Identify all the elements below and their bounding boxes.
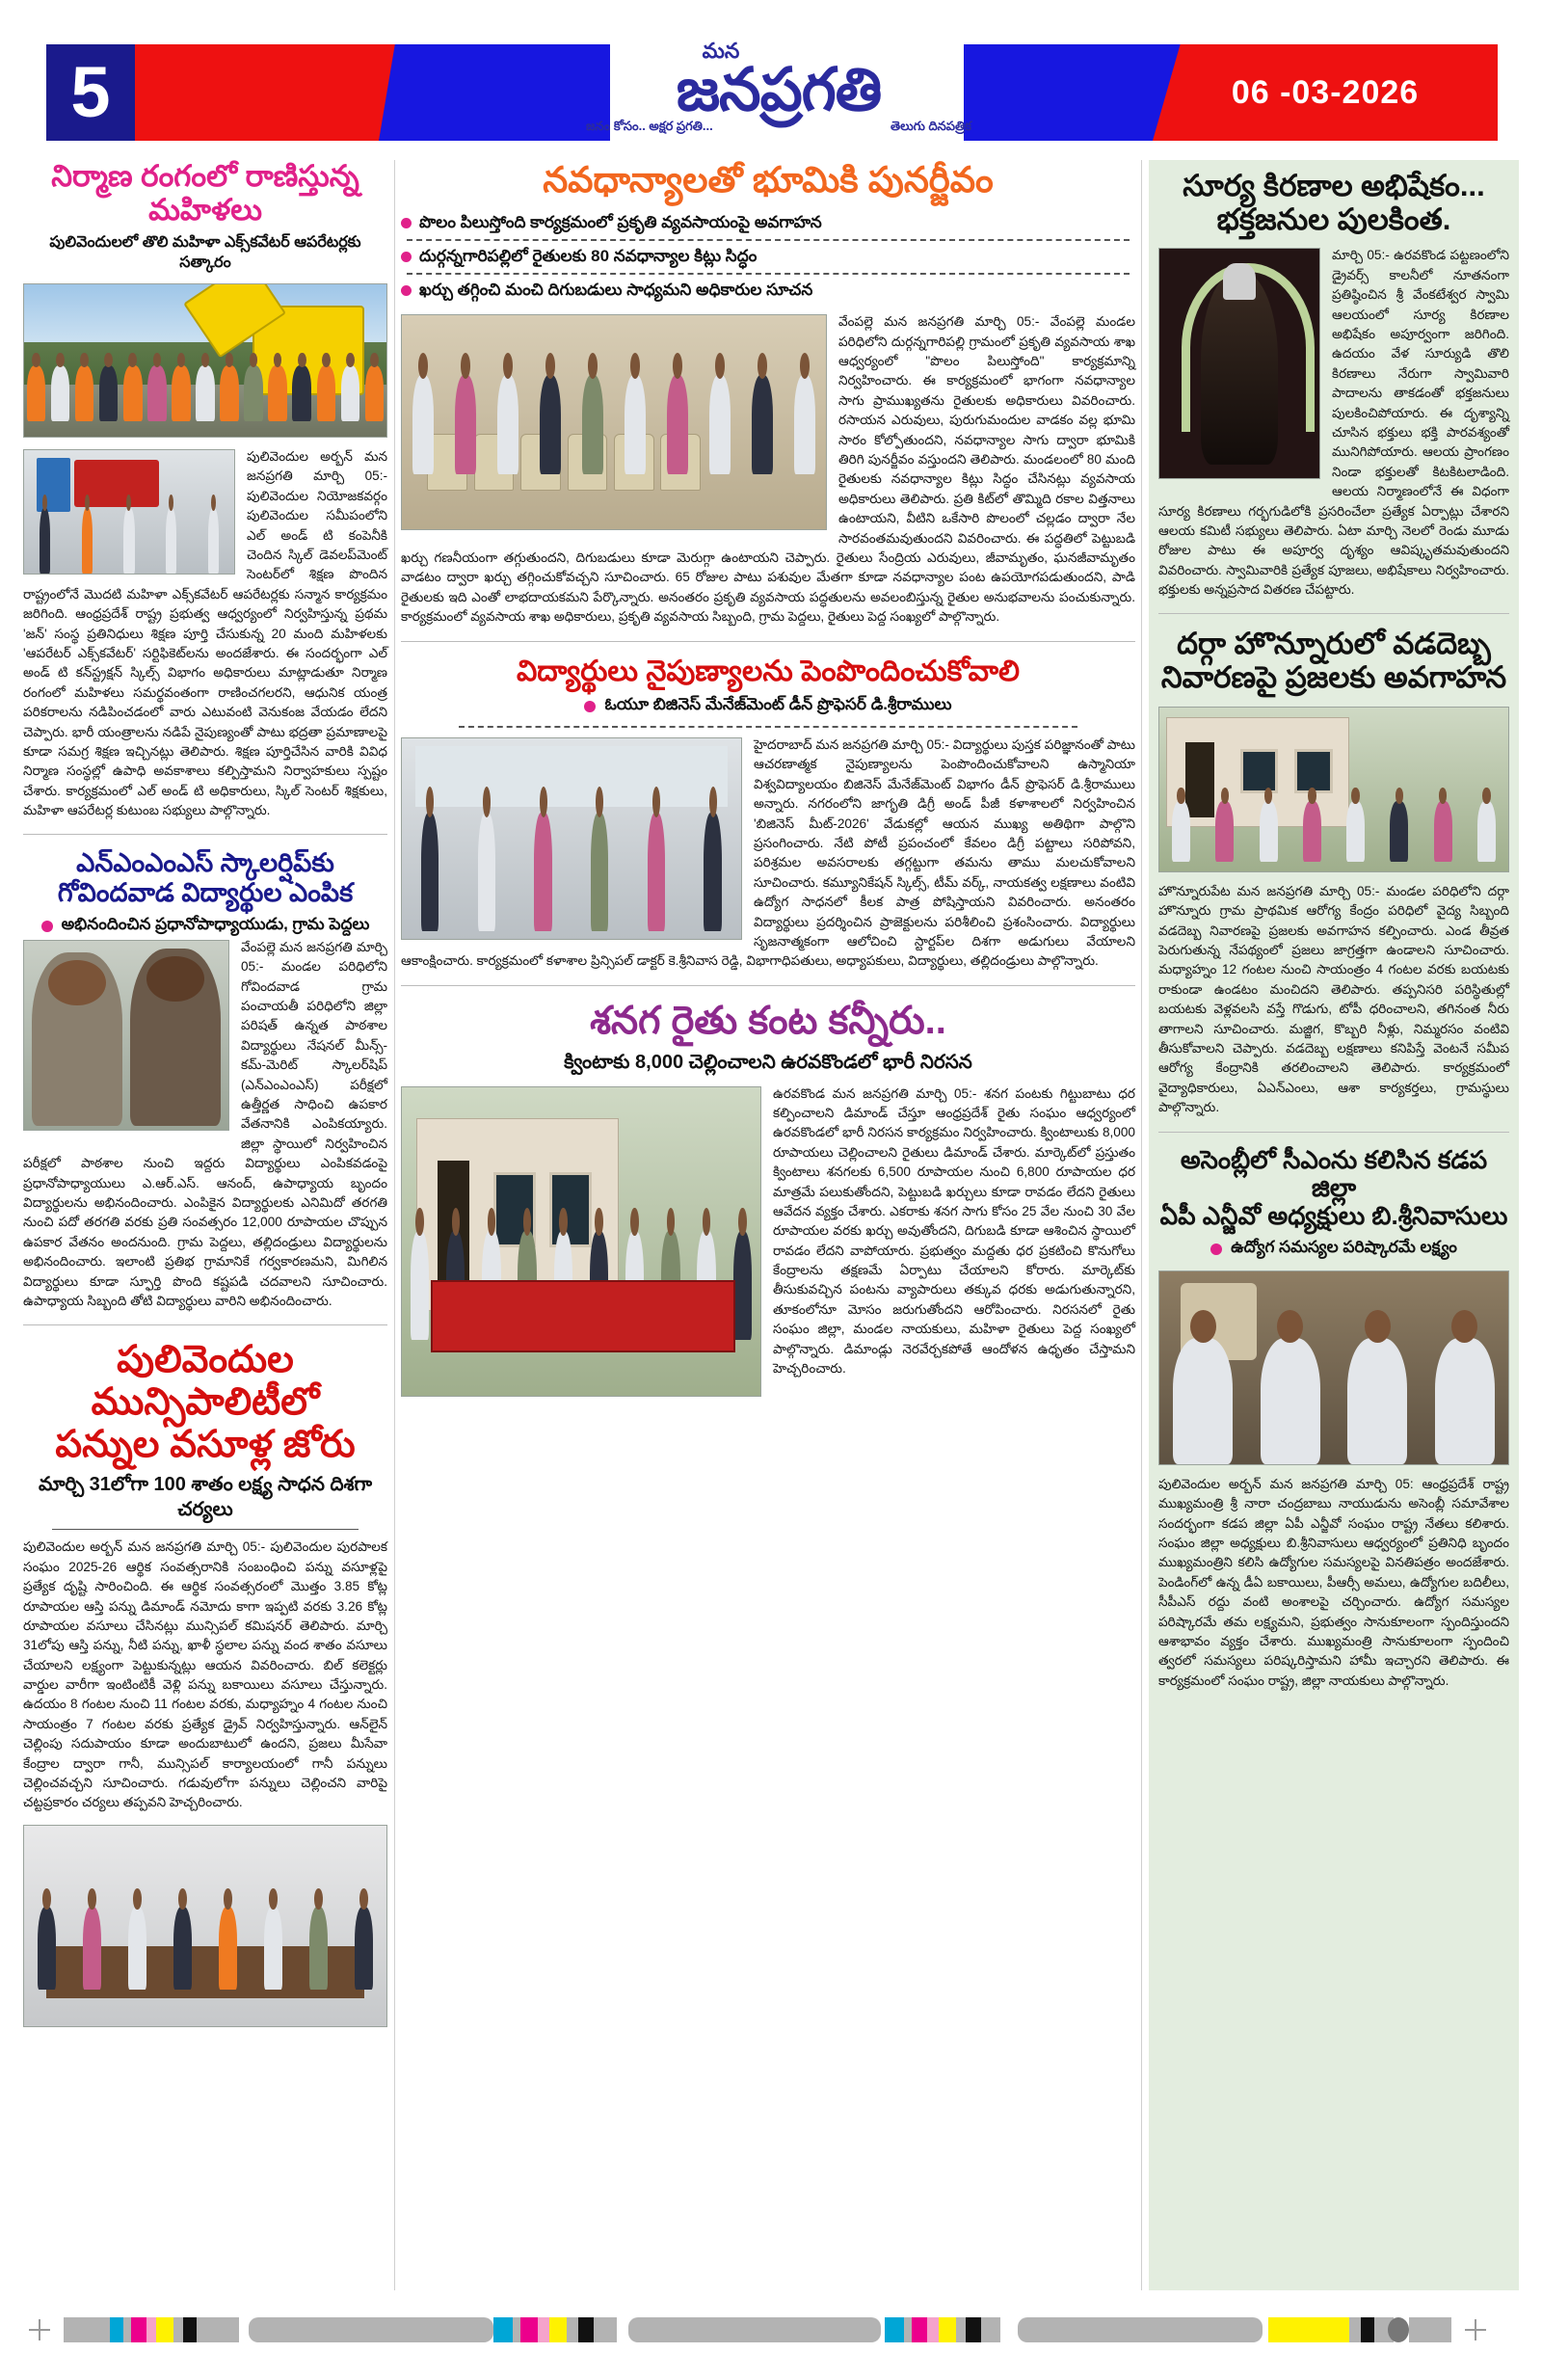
photo-certificate-handover (23, 449, 235, 575)
subhead-chickpea-farmers: క్వింటాకు 8,000 చెల్లించాలని ఉరవకొండలో భారీ నిరసన (564, 1051, 972, 1073)
photo-business-meet (401, 737, 742, 940)
subhead-women-construction: పులివెందులలో తొలి మహిళా ఎక్స్‌కవేటర్ ఆపరేటర్లకు సత్కారం (49, 234, 361, 272)
body-student-skills: హైదరాబాద్ మన జనప్రగతి మార్చి 05:- విద్యార్థులు పుస్తక పరిజ్ఞానంతో పాటు ఆచరణాత్మక నైపుణ్యాలను పెంపొందించుకోవాలని ఉస్మానియా విశ్వవిద్యాలయం బిజినెస్ మేనేజ్‌మెంట్ విభాగం డీన్ ప్రొఫెసర్ డి.శ్రీరాములు అన్నారు. నగరంలోని జాగృతి డిగ్రీ అండ్ పీజీ కళాశాలలో నిర్వహించిన 'బిజినెస్ మీట్-2026' వేడుకల్లో ఆయన ముఖ్య అతిథిగా పాల్గొని ప్రసంగించారు. నేటి పోటీ ప్రపంచంలో కేవలం డిగ్రీ పట్టాలు సరిపోవని, పరిశ్రమల అవసరాలకు తగ్గట్టుగా తమను తాము మలచుకోవాలని సూచించారు. కమ్యూనికేషన్ స్కిల్స్, టీమ్ వర్క్, నాయకత్వ లక్షణాలు వంటివి ఉద్యోగ సాధనలో కీలక పాత్ర పోషిస్తాయని వివరించారు. అనంతరం విద్యార్థులు ప్రదర్శించిన ప్రాజెక్టులను పరిశీలించి ప్రశంసించారు. విద్యార్థులు సృజనాత్మకంగా ఆలోచించి స్టార్టప్‌ల దిశగా అడుగులు వేయాలని ఆకాంక్షించారు. కార్యక్రమంలో కళాశాల ప్రిన్సిపల్ డాక్టర్ కె.శ్రీనివాస రెడ్డి, విభాగాధిపతులు, అధ్యాపకులు, విద్యార్థులు, తల్లిదండ్రులు పాల్గొన్నారు. (401, 737, 1135, 969)
headline-heatstroke-line1: దర్గా హొన్నూరులో వడదెబ్బ (1177, 627, 1491, 661)
column-right (1149, 160, 1519, 2290)
photo-venkateswara-deity (1158, 248, 1320, 479)
headline-ngo-line1: అసెంబ్లీలో సీఎంను కలిసిన కడప జిల్లా (1180, 1144, 1488, 1202)
bullet-text: దుర్గన్నగారిపల్లిలో రైతులకు 80 నవధాన్యాల కిట్లు సిద్ధం (419, 247, 758, 266)
photo-navadhanyalu-display (401, 314, 827, 530)
column-center (401, 160, 1135, 2290)
bullet-list-navadhanyalu (401, 209, 1135, 305)
headline-nmms-scholarship: ఎన్ఎంఎంఎస్ స్కాలర్షిప్‌కు గోవిందవాడ విద్యార్థుల ఎంపిక (57, 848, 354, 907)
bullet-dot-icon (401, 252, 412, 262)
page-number-box: 5 (46, 44, 135, 141)
photo-nmms-students (23, 940, 229, 1131)
masthead (46, 39, 1498, 141)
photo-cm-meeting (1158, 1270, 1509, 1465)
headline-surya-line1: సూర్య కిరణాల అభిషేకం... (1183, 169, 1485, 202)
headline-chickpea-farmers: శనగ రైతు కంట కన్నీరు.. (590, 999, 946, 1042)
article-student-skills (401, 655, 1135, 972)
bullet-dot-icon (1210, 1243, 1222, 1255)
bullet-nmms (23, 915, 387, 938)
subhead-municipal-tax: మార్చి 31లోగా 100 శాతం లక్ష్య సాధన దిశగా చర్యలు (38, 1474, 373, 1521)
bullet-ngo-text: ఉద్యోగ సమస్యల పరిష్కారమే లక్ష్యం (1231, 1237, 1457, 1256)
article-nmms-scholarship (23, 848, 387, 1311)
masthead-blue-band-right (964, 44, 1181, 141)
page-columns (23, 160, 1519, 2290)
body-navadhanyalu: వేంపల్లె మన జనప్రగతి మార్చి 05:- వేంపల్లె మండల పరిధిలోని దుర్గన్నగారిపల్లి గ్రామంలో ప్రకృతి వ్యవసాయ శాఖ ఆధ్వర్యంలో "పొలం పిలుస్తోంది" కార్యక్రమాన్ని నిర్వహించారు. ఈ కార్యక్రమంలో భాగంగా నవధాన్యాల సాగు ప్రాముఖ్యతను రైతులకు అధికారులు వివరించారు. రసాయన ఎరువులు, పురుగుమందుల వాడకం వల్ల భూమి సారం కోల్పోతుందని, నవధాన్యాల సాగు ద్వారా భూమికి తిరిగి పునర్జీవం వస్తుందని తెలిపారు. మండలంలో 80 మంది రైతులకు నవధాన్యాల కిట్లు సిద్ధం చేసినట్లు వ్యవసాయ అధికారులు తెలిపారు. ప్రతి కిట్‌లో తొమ్మిది రకాల విత్తనాలు ఉంటాయని, వీటిని ఒకేసారి పొలంలో చల్లడం ద్వారా నేల సారవంతమవుతుందని వివరించారు. ఈ పద్ధతిలో పెట్టుబడి ఖర్చు గణనీయంగా తగ్గుతుందని, దిగుబడులు కూడా మెరుగ్గా ఉంటాయని చెప్పారు. రైతులు సేంద్రియ ఎరువులు, జీవామృతం, ఘనజీవామృతం వాడటం ద్వారా ఖర్చు తగ్గించుకోవచ్చని సూచించారు. 65 రోజుల పాటు పశువుల మేతగా కూడా నవధాన్యాల పంట ఉపయోగపడుతుందని, పాడి రైతులకు ఇది ఎంతో లాభదాయకమని పేర్కొన్నారు. అనంతరం ప్రకృతి వ్యవసాయ పద్ధతులను అవలంబిస్తున్న రైతుల అనుభవాలను పంచుకున్నారు. కార్యక్రమంలో వ్యవసాయ శాఖ అధికారులు, ప్రకృతి వ్యవసాయ సిబ్బంది, గ్రామ పెద్దలు, రైతులు పెద్ద సంఖ్యలో పాల్గొన్నారు. (401, 314, 1135, 625)
photo-heatstroke-village (1158, 707, 1509, 872)
article-chickpea-farmers (401, 1000, 1135, 1403)
bullet-item (401, 243, 1135, 271)
column-left (23, 160, 387, 2290)
bullet-dot-icon (584, 701, 596, 712)
bullet-student-skills (401, 695, 1135, 718)
headline-municipal-tax-line2: పన్నుల వసూళ్ల జోరు (55, 1423, 356, 1465)
bullet-item (401, 277, 1135, 305)
article-ngo-president (1158, 1146, 1509, 1692)
article-women-construction (23, 160, 387, 820)
body-surya-kiranalu: మార్చి 05:- ఉరవకొండ పట్టణంలోని డ్రైవర్స్ కాలనీలో నూతనంగా ప్రతిష్ఠించిన శ్రీ వేంకటేశ్వర స్వామి ఆలయంలో సూర్య కిరణాల అభిషేకం అపూర్వంగా జరిగింది. ఉదయం వేళ సూర్యుడి తొలి కిరణాలు నేరుగా స్వామివారి పాదాలను తాకడంతో భక్తజనులు పులకించిపోయారు. ఈ దృశ్యాన్ని చూసిన భక్తులు భక్తి పారవశ్యంతో మునిగిపోయారు. ఆలయ ప్రాంగణం నిండా భక్తులతో కిటకిటలాడింది. ఆలయ నిర్మాణంలోనే ఈ విధంగా సూర్య కిరణాలు గర్భగుడిలోకి ప్రసరించేలా ప్రత్యేక ఏర్పాట్లు చేశారని ఆలయ కమిటీ సభ్యులు తెలిపారు. ఏటా మార్చి నెలలో రెండు మూడు రోజుల పాటు ఈ అపూర్వ దృశ్యం ఆవిష్కృతమవుతుందని వివరించారు. స్వామివారికి ప్రత్యేక పూజలు, అభిషేకాలు నిర్వహించారు. భక్తులకు అన్నప్రసాద వితరణ చేపట్టారు. (1158, 248, 1509, 598)
headline-heatstroke-line2: నివారణపై ప్రజలకు అవగాహన (1160, 660, 1507, 695)
publication-date: 06 -03-2026 (1231, 73, 1420, 111)
article-municipal-tax (23, 1339, 387, 2026)
photo-municipal-office (23, 1825, 387, 2027)
bullet-dot-icon (401, 218, 412, 228)
article-navadhanyalu (401, 160, 1135, 628)
body-chickpea-farmers: ఉరవకొండ మన జనప్రగతి మార్చి 05:- శనగ పంటకు గిట్టుబాటు ధర కల్పించాలని డిమాండ్ చేస్తూ ఆంధ్రప్రదేశ్ రైతు సంఘం ఆధ్వర్యంలో ఉరవకొండలో భారీ నిరసన కార్యక్రమం నిర్వహించారు. క్వింటాలుకు 8,000 రూపాయలు చెల్లించాలని రైతులు డిమాండ్ చేశారు. మార్కెట్‌లో ప్రస్తుతం క్వింటాలు శనగలకు 6,500 రూపాయల నుంచి 6,800 రూపాయల ధర మాత్రమే పలుకుతోందని, పెట్టుబడి ఖర్చులు కూడా రావడం లేదని రైతులు ఆవేదన వ్యక్తం చేశారు. ఎకరాకు శనగ సాగు కోసం 25 వేల నుంచి 30 వేల రూపాయల వరకు ఖర్చు అవుతోందని, దిగుబడి కూడా ఆశించిన స్థాయిలో రావడం లేదని వాపోయారు. ప్రభుత్వం మద్దతు ధర ప్రకటించి కొనుగోలు కేంద్రాలను తక్షణమే ఏర్పాటు చేయాలని కోరారు. మార్కెట్‌కు తీసుకువచ్చిన పంటను వ్యాపారులు తక్కువ ధరకు అడుగుతున్నారని, తూకంలోనూ మోసం జరుగుతోందని ఆరోపించారు. నిరసనలో రైతు సంఘం జిల్లా, మండల నాయకులు, మహిళా రైతులు పెద్ద సంఖ్యలో పాల్గొన్నారు. డిమాండ్లు నెరవేర్చకపోతే ఆందోళన ఉధృతం చేస్తామని హెచ్చరించారు. (773, 1085, 1135, 1377)
headline-student-skills: విద్యార్థులు నైపుణ్యాలను పెంపొందించుకోవాలి (516, 655, 1021, 687)
masthead-tagline-right: తెలుగు దినపత్రిక (890, 118, 971, 133)
bullet-text: పొలం పిలుస్తోంది కార్యక్రమంలో ప్రకృతి వ్యవసాయంపై అవగాహన (419, 213, 822, 232)
body-heatstroke-awareness: హొన్నూరుపేట మన జనప్రగతి మార్చి 05:- మండల పరిధిలోని దర్గా హొన్నూరు గ్రామ ప్రాథమిక ఆరోగ్య కేంద్రం పరిధిలో వైద్య సిబ్బంది వడదెబ్బ నివారణపై ప్రజలకు అవగాహన కల్పించారు. ఎండ తీవ్రత పెరుగుతున్న నేపథ్యంలో ప్రజలు జాగ్రత్తగా ఉండాలని సూచించారు. మధ్యాహ్నం 12 గంటల నుంచి సాయంత్రం 4 గంటల వరకు బయటకు రాకుండా ఉండటం మంచిదని తెలిపారు. తప్పనిసరి పరిస్థితుల్లో బయటకు వెళ్లవలసి వస్తే గొడుగు, టోపీ ధరించాలని, తగినంత నీరు తాగాలని సూచించారు. మజ్జిగ, కొబ్బరి నీళ్లు, నిమ్మరసం వంటివి తీసుకోవాలని చెప్పారు. వడదెబ్బ లక్షణాలు కనిపిస్తే వెంటనే సమీప ఆరోగ్య కేంద్రానికి తరలించాలని తెలిపారు. కార్యక్రమంలో వైద్యాధికారులు, ఏఎన్ఎంలు, ఆశా కార్యకర్తలు, గ్రామస్థులు పాల్గొన్నారు. (1158, 883, 1509, 1115)
bullet-dot-icon (401, 285, 412, 296)
bullet-dot-icon (41, 921, 53, 932)
headline-women-construction: నిర్మాణ రంగంలో రాణిస్తున్న మహిళలు (51, 159, 359, 227)
registration-mark-left (29, 2319, 50, 2340)
body-municipal-tax: పులివెందుల అర్బన్ మన జనప్రగతి మార్చి 05:- పులివెందుల పురపాలక సంఘం 2025-26 ఆర్థిక సంవత్సరానికి సంబంధించి పన్ను వసూళ్లపై ప్రత్యేక దృష్టి సారించింది. ఈ ఆర్థిక సంవత్సరంలో మొత్తం 3.85 కోట్ల రూపాయల ఆస్తి పన్ను డిమాండ్ నమోదు కాగా ఇప్పటి వరకు 3.26 కోట్ల రూపాయల వసూలు చేసినట్లు మున్సిపల్ కమిషనర్ తెలిపారు. మార్చి 31లోపు ఆస్తి పన్ను, నీటి పన్ను, ఖాళీ స్థలాల పన్ను వంద శాతం వసూలు చేయాలని లక్ష్యంగా పెట్టుకున్నట్లు ఆయన వివరించారు. బిల్ కలెక్టర్లు వార్డుల వారీగా ఇంటింటికీ వెళ్లి పన్ను బకాయిలు వసూలు చేస్తున్నారు. ఉదయం 8 గంటల నుంచి 11 గంటల వరకు, మధ్యాహ్నం 4 గంటల నుంచి సాయంత్రం 7 గంటల వరకు ప్రత్యేక డ్రైవ్ నిర్వహిస్తున్నారు. ఆన్‌లైన్ చెల్లింపు సదుపాయం కూడా అందుబాటులో ఉందని, ప్రజలు మీసేవా కేంద్రాల ద్వారా గానీ, మున్సిపల్ కార్యాలయంలో గానీ పన్నులు చెల్లించవచ్చని సూచించారు. గడువులోగా పన్నులు చెల్లించని వారిపై చట్టప్రకారం చర్యలు తప్పవని హెచ్చరించారు. (23, 1539, 387, 1810)
photo-excavator-group (23, 283, 387, 438)
headline-navadhanyalu: నవధాన్యాలతో భూమికి పునర్జీవం (543, 160, 994, 200)
masthead-title: జనప్రగతి (676, 57, 882, 123)
masthead-logo (586, 40, 971, 152)
article-heatstroke-awareness (1158, 628, 1509, 1117)
bullet-text: ఖర్చు తగ్గించి మంచి దిగుబడులు సాధ్యమని అధికారుల సూచన (419, 281, 813, 300)
bullet-item (401, 209, 1135, 237)
photo-farmer-protest (401, 1086, 761, 1397)
bullet-nmms-text: అభినందించిన ప్రధానోపాధ్యాయుడు, గ్రామ పెద్దలు (61, 914, 370, 933)
article-surya-kiranalu (1158, 170, 1509, 600)
masthead-tagline-left: జనం కోసం.. అక్షర ప్రగతి... (586, 118, 713, 133)
registration-mark-right (1465, 2319, 1486, 2340)
body-ngo-president: పులివెందుల అర్బన్ మన జనప్రగతి మార్చి 05: ఆంధ్రప్రదేశ్ రాష్ట్ర ముఖ్యమంత్రి శ్రీ నారా చంద్రబాబు నాయుడును అసెంబ్లీ సమావేశాల సందర్భంగా కడప జిల్లా ఏపీ ఎన్జీవో సంఘం రాష్ట్ర నేతలు కలిశారు. సంఘం జిల్లా అధ్యక్షులు బి.శ్రీనివాసులు ఆధ్వర్యంలో ప్రతినిధి బృందం ముఖ్యమంత్రిని కలిసి ఉద్యోగుల సమస్యలపై వినతిపత్రం అందజేశారు. పెండింగ్‌లో ఉన్న డీఏ బకాయిలు, పీఆర్సీ అమలు, ఉద్యోగుల బదిలీలు, సీపీఎస్ రద్దు వంటి అంశాలపై చర్చించారు. ఉద్యోగ సమస్యల పరిష్కారమే తమ లక్ష్యమని, ప్రభుత్వం సానుకూలంగా స్పందిస్తుందని ఆశాభావం వ్యక్తం చేశారు. ముఖ్యమంత్రి సానుకూలంగా స్పందించి త్వరలో సమస్యలు పరిష్కరిస్తామని హామీ ఇచ్చారని తెలిపారు. ఈ కార్యక్రమంలో సంఘం రాష్ట్ర, జిల్లా నాయకులు పాల్గొన్నారు. (1158, 1476, 1509, 1688)
headline-ngo-line2: ఏపీ ఎన్జీవో అధ్యక్షులు బి.శ్రీనివాసులు (1159, 1200, 1508, 1230)
body-women-construction: పులివెందుల అర్బన్ మన జనప్రగతి మార్చి 05:- పులివెందుల నియోజకవర్గం పులివెందుల సమీపంలోని ఎల్ అండ్ టి కంపెనీకి చెందిన స్కిల్ డెవలప్‌మెంట్ సెంటర్‌లో శిక్షణ పొందిన రాష్ట్రంలోనే మొదటి మహిళా ఎక్స్‌కవేటర్ ఆపరేటర్లకు సన్మాన కార్యక్రమం జరిగింది. ఆంధ్రప్రదేశ్ రాష్ట్ర ప్రభుత్వ ఆధ్వర్యంలో నిర్వహిస్తున్న ప్రథమ 'జన్' సంస్థ ప్రతినిధులు శిక్షణ పూర్తి చేసుకున్న 20 మంది మహిళలకు 'ఆపరేటర్ ఎక్స్‌కవేటర్' సర్టిఫికెట్‌లను అందజేశారు. ఈ సందర్భంగా ఎల్ అండ్ టి కన్‌స్ట్రక్షన్ స్కిల్స్ విభాగం అధికారులు మాట్లాడుతూ నిర్మాణ రంగంలో మహిళలు సమర్థవంతంగా రాణించగలరని, ఆధునిక యంత్ర పరికరాలను నడిపించడంలో వారు ఎటువంటి వెనుకంజ వేయడం లేదని చెప్పారు. భారీ యంత్రాలను నడిపే నైపుణ్యంతో పాటు భద్రతా ప్రమాణాలపై కూడా సమగ్ర శిక్షణ ఇచ్చినట్లు తెలిపారు. శిక్షణ పూర్తిచేసిన వారికి వివిధ నిర్మాణ సంస్థల్లో ఉపాధి అవకాశాలు కల్పిస్తామని నిర్వాహకులు స్పష్టం చేశారు. కార్యక్రమంలో ఎల్ అండ్ టి అధికారులు, స్కిల్ సెంటర్ శిక్షకులు, మహిళా ఆపరేటర్ల కుటుంబ సభ్యులు పాల్గొన్నారు. (23, 449, 387, 818)
headline-municipal-tax-line1: పులివెందుల మున్సిపాలిటీలో (91, 1339, 320, 1424)
body-nmms-scholarship: వేంపల్లె మన జనప్రగతి మార్చి 05:- మండల పరిధిలోని గోవిందవాడ గ్రామ పంచాయతీ పరిధిలోని జిల్లా పరిషత్ ఉన్నత పాఠశాల విద్యార్థులు నేషనల్ మీన్స్-కమ్-మెరిట్ స్కాలర్‌షిప్ (ఎన్ఎంఎంఎస్) పరీక్షలో ఉత్తీర్ణత సాధించి ఉపకార వేతనానికి ఎంపికయ్యారు. జిల్లా స్థాయిలో నిర్వహించిన పరీక్షలో పాఠశాల నుంచి ఇద్దరు విద్యార్థులు ఎంపికవడంపై ప్రధానోపాధ్యాయులు ఎ.ఆర్.ఎస్. ఆనంద్, ఉపాధ్యాయ బృందం విద్యార్థులను అభినందించారు. ఎంపికైన విద్యార్థులకు ఎనిమిదో తరగతి నుంచి పదో తరగతి వరకు ప్రతి సంవత్సరం 12,000 రూపాయల చొప్పున ఉపకార వేతనం అందనుంది. గ్రామ పెద్దలు, తల్లిదండ్రులు విద్యార్థులను అభినందించారు. ఇలాంటి ప్రతిభ గ్రామానికే గర్వకారణమని, మిగిలిన విద్యార్థులు కూడా స్ఫూర్తి పొంది కష్టపడి చదవాలని సూచించారు. ఉపాధ్యాయ సిబ్బంది తోటి విద్యార్థులు వారిని అభినందించారు. (23, 939, 387, 1308)
headline-surya-line2: భక్తజనుల పులకింత. (1216, 201, 1451, 236)
masthead-kicker: మన (702, 39, 740, 63)
masthead-red-band-left (135, 44, 414, 141)
bullet-ngo (1158, 1238, 1509, 1261)
bullet-student-skills-text: ఓయూ బిజినెస్ మేనేజ్‌మెంట్ డీన్ ప్రొఫెసర్ డి.శ్రీరాములు (604, 695, 952, 714)
cmyk-registration-bar (0, 2313, 1542, 2346)
